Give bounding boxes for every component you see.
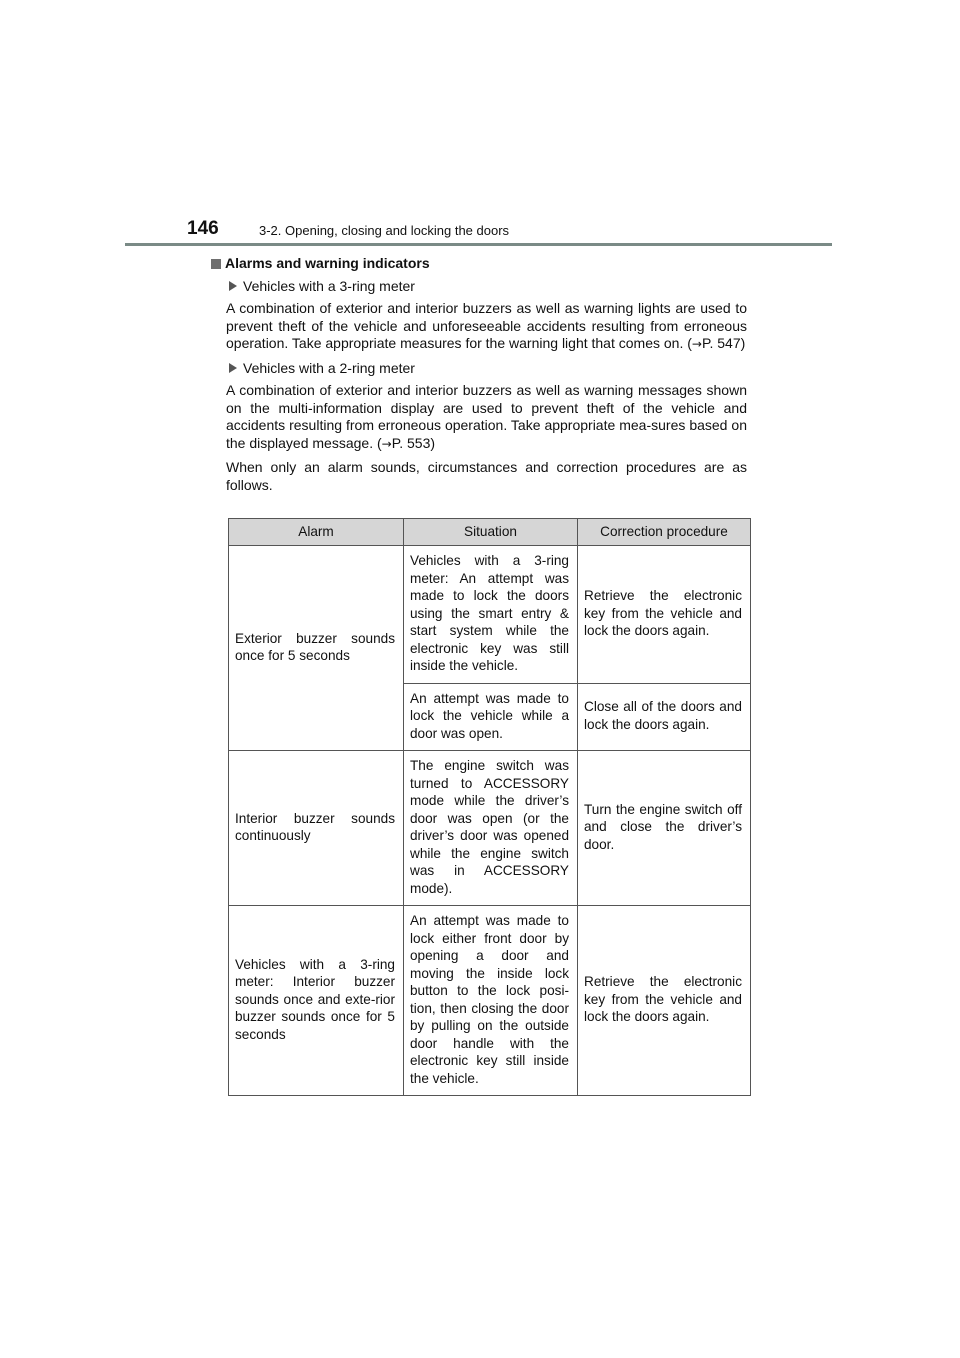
correction-cell: Close all of the doors and lock the doors again. — [578, 683, 751, 751]
paragraph-text: A combination of exterior and interior buzzers as well as warning lights are used to prevent theft of the vehicle and unforeseeable accidents resulting from erroneous operation. Take appropriate measures for the warning light that comes on. ( — [226, 300, 747, 351]
paragraph-2-ring — [226, 382, 747, 453]
situation-cell: An attempt was made to lock either front door by opening a door and moving the inside lock button to the lock posi-tion, then closing the door by pulling on the outside door handle with the electronic key still inside the vehicle. — [404, 906, 578, 1096]
correction-cell: Retrieve the electronic key from the vehicle and lock the doors again. — [578, 906, 751, 1096]
chapter-title: 3-2. Opening, closing and locking the doors — [259, 223, 510, 238]
sub-heading-text: Vehicles with a 3-ring meter — [243, 277, 415, 294]
header-rule — [125, 243, 832, 246]
table-header-row — [229, 519, 751, 546]
paragraph-text: A combination of exterior and interior buzzers as well as warning messages shown on the multi-information display are used to prevent theft of the vehicle and accidents resulting from erroneous operation. Take appropriate mea-sures based on the displayed message. ( — [226, 382, 747, 451]
section-heading-text: Alarms and warning indicators — [225, 255, 430, 271]
correction-cell: Retrieve the electronic key from the vehicle and lock the doors again. — [578, 546, 751, 684]
reference-arrow-icon: → — [381, 436, 392, 451]
header-alarm: Alarm — [229, 519, 404, 546]
header-situation: Situation — [404, 519, 578, 546]
sub-heading-text: Vehicles with a 2-ring meter — [243, 359, 415, 376]
sub-heading-3-ring — [229, 278, 747, 296]
page-reference-link[interactable]: P. 547) — [701, 335, 746, 351]
section-heading — [211, 255, 747, 273]
square-bullet-icon — [211, 259, 221, 269]
table-row — [229, 906, 751, 1096]
table-row — [229, 546, 751, 684]
alarm-cell: Interior buzzer sounds continuously — [229, 751, 404, 906]
header-correction: Correction procedure — [578, 519, 751, 546]
situation-cell: The engine switch was turned to ACCESSORY mode while the driver’s door was open (or the driver’s door was opened while the engine switch was in ACCESSORY mode). — [404, 751, 578, 906]
triangle-bullet-icon — [229, 281, 237, 291]
alarm-cell: Vehicles with a 3-ring meter: Interior buzzer sounds once and exte-rior buzzer sounds once for 5 seconds — [229, 906, 404, 1096]
content — [211, 255, 747, 500]
table-row — [229, 751, 751, 906]
page-reference-link[interactable]: P. 553) — [391, 434, 436, 451]
reference-arrow-icon: → — [691, 337, 702, 351]
correction-cell: Turn the engine switch off and close the driver’s door. — [578, 751, 751, 906]
alarm-cell: Exterior buzzer sounds once for 5 seconds — [229, 546, 404, 751]
alarm-table — [228, 518, 751, 1096]
paragraph-alarm-intro: When only an alarm sounds, circumstances and correction procedures are as follows. — [226, 459, 747, 493]
paragraph-3-ring — [226, 300, 747, 354]
page-number: 146 — [187, 218, 219, 239]
sub-heading-2-ring — [229, 360, 747, 378]
situation-cell: An attempt was made to lock the vehicle while a door was open. — [404, 683, 578, 751]
situation-cell: Vehicles with a 3-ring meter: An attempt was made to lock the doors using the smart entry & start system while the electronic key was still inside the vehicle. — [404, 546, 578, 684]
triangle-bullet-icon — [229, 363, 237, 373]
